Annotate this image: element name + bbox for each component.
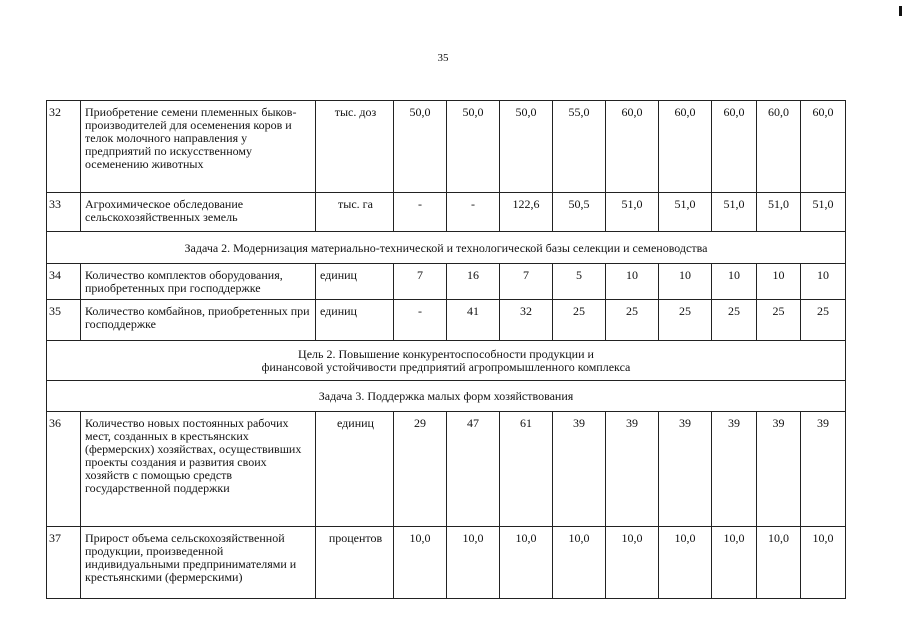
section-row <box>47 381 846 412</box>
value-cell: - <box>394 193 447 232</box>
value-cell: 60,0 <box>801 101 846 193</box>
value-cell: 39 <box>659 412 712 527</box>
indicator-name: Количество комбайнов, приобретенных при господдержке <box>81 300 316 341</box>
value-cell: 39 <box>606 412 659 527</box>
indicator-name: Прирост объема сельскохозяйственной продукции, произведенной индивидуальными предпринимателями и крестьянскими (фермерскими) <box>81 527 316 599</box>
indicators-table <box>46 100 846 599</box>
value-cell: 61 <box>500 412 553 527</box>
value-cell: 50,0 <box>447 101 500 193</box>
table-row <box>47 193 846 232</box>
table-row <box>47 300 846 341</box>
value-cell: 7 <box>394 264 447 300</box>
row-number: 32 <box>47 101 81 193</box>
value-cell: 51,0 <box>757 193 801 232</box>
value-cell: 60,0 <box>659 101 712 193</box>
indicator-name: Агрохимическое обследование сельскохозяйственных земель <box>81 193 316 232</box>
unit-cell: тыс. доз <box>316 101 394 193</box>
value-cell: 10 <box>801 264 846 300</box>
value-cell: 10,0 <box>500 527 553 599</box>
value-cell: 60,0 <box>606 101 659 193</box>
value-cell: 10,0 <box>553 527 606 599</box>
indicator-name: Количество комплектов оборудования, приобретенных при господдержке <box>81 264 316 300</box>
value-cell: 10 <box>606 264 659 300</box>
value-cell: 10 <box>659 264 712 300</box>
value-cell: 32 <box>500 300 553 341</box>
value-cell: 122,6 <box>500 193 553 232</box>
page-number: 35 <box>437 52 449 64</box>
value-cell: 25 <box>712 300 757 341</box>
unit-cell: тыс. га <box>316 193 394 232</box>
value-cell: 41 <box>447 300 500 341</box>
value-cell: 7 <box>500 264 553 300</box>
row-number: 35 <box>47 300 81 341</box>
goal-2-heading-line-2: финансовой устойчивости предприятий агропромышленного комплекса <box>261 360 631 374</box>
value-cell: 50,5 <box>553 193 606 232</box>
indicator-name: Приобретение семени племенных быков-производителей для осеменения коров и телок молочного направления у предприятий по искусственному осеменению животных <box>81 101 316 193</box>
value-cell: 10,0 <box>447 527 500 599</box>
goal-2-heading-line-1: Цель 2. Повышение конкурентоспособности продукции и <box>298 347 594 361</box>
unit-cell: единиц <box>316 264 394 300</box>
row-number: 34 <box>47 264 81 300</box>
task-3-heading: Задача 3. Поддержка малых форм хозяйствования <box>47 381 846 412</box>
unit-cell: процентов <box>316 527 394 599</box>
value-cell: 10,0 <box>801 527 846 599</box>
value-cell: 10,0 <box>606 527 659 599</box>
value-cell: 39 <box>801 412 846 527</box>
row-number: 37 <box>47 527 81 599</box>
table-row <box>47 412 846 527</box>
task-2-heading: Задача 2. Модернизация материально-технической и технологической базы селекции и семеноводства <box>47 232 846 264</box>
section-row <box>47 232 846 264</box>
value-cell: 25 <box>553 300 606 341</box>
value-cell: 10 <box>712 264 757 300</box>
value-cell: 47 <box>447 412 500 527</box>
table-row <box>47 264 846 300</box>
value-cell: 10,0 <box>394 527 447 599</box>
row-number: 36 <box>47 412 81 527</box>
value-cell: 39 <box>712 412 757 527</box>
value-cell: 25 <box>606 300 659 341</box>
value-cell: 51,0 <box>712 193 757 232</box>
goal-2-heading <box>47 341 846 381</box>
value-cell: - <box>394 300 447 341</box>
value-cell: 10,0 <box>659 527 712 599</box>
value-cell: 55,0 <box>553 101 606 193</box>
value-cell: 51,0 <box>801 193 846 232</box>
unit-cell: единиц <box>316 300 394 341</box>
row-number: 33 <box>47 193 81 232</box>
value-cell: 10,0 <box>757 527 801 599</box>
value-cell: 29 <box>394 412 447 527</box>
scan-corner-mark <box>899 6 902 16</box>
value-cell: 60,0 <box>712 101 757 193</box>
value-cell: 25 <box>801 300 846 341</box>
value-cell: 39 <box>757 412 801 527</box>
section-row <box>47 341 846 381</box>
value-cell: 50,0 <box>500 101 553 193</box>
value-cell: 25 <box>757 300 801 341</box>
value-cell: 51,0 <box>659 193 712 232</box>
value-cell: 10,0 <box>712 527 757 599</box>
indicator-name: Количество новых постоянных рабочих мест, созданных в крестьянских (фермерских) хозяйствах, осуществивших проекты создания и развития своих хозяйств с помощью средств государственной поддержки <box>81 412 316 527</box>
value-cell: 39 <box>553 412 606 527</box>
value-cell: 10 <box>757 264 801 300</box>
value-cell: 50,0 <box>394 101 447 193</box>
table-row <box>47 101 846 193</box>
value-cell: 60,0 <box>757 101 801 193</box>
value-cell: 25 <box>659 300 712 341</box>
value-cell: 5 <box>553 264 606 300</box>
table-row <box>47 527 846 599</box>
value-cell: 51,0 <box>606 193 659 232</box>
unit-cell: единиц <box>316 412 394 527</box>
value-cell: - <box>447 193 500 232</box>
value-cell: 16 <box>447 264 500 300</box>
